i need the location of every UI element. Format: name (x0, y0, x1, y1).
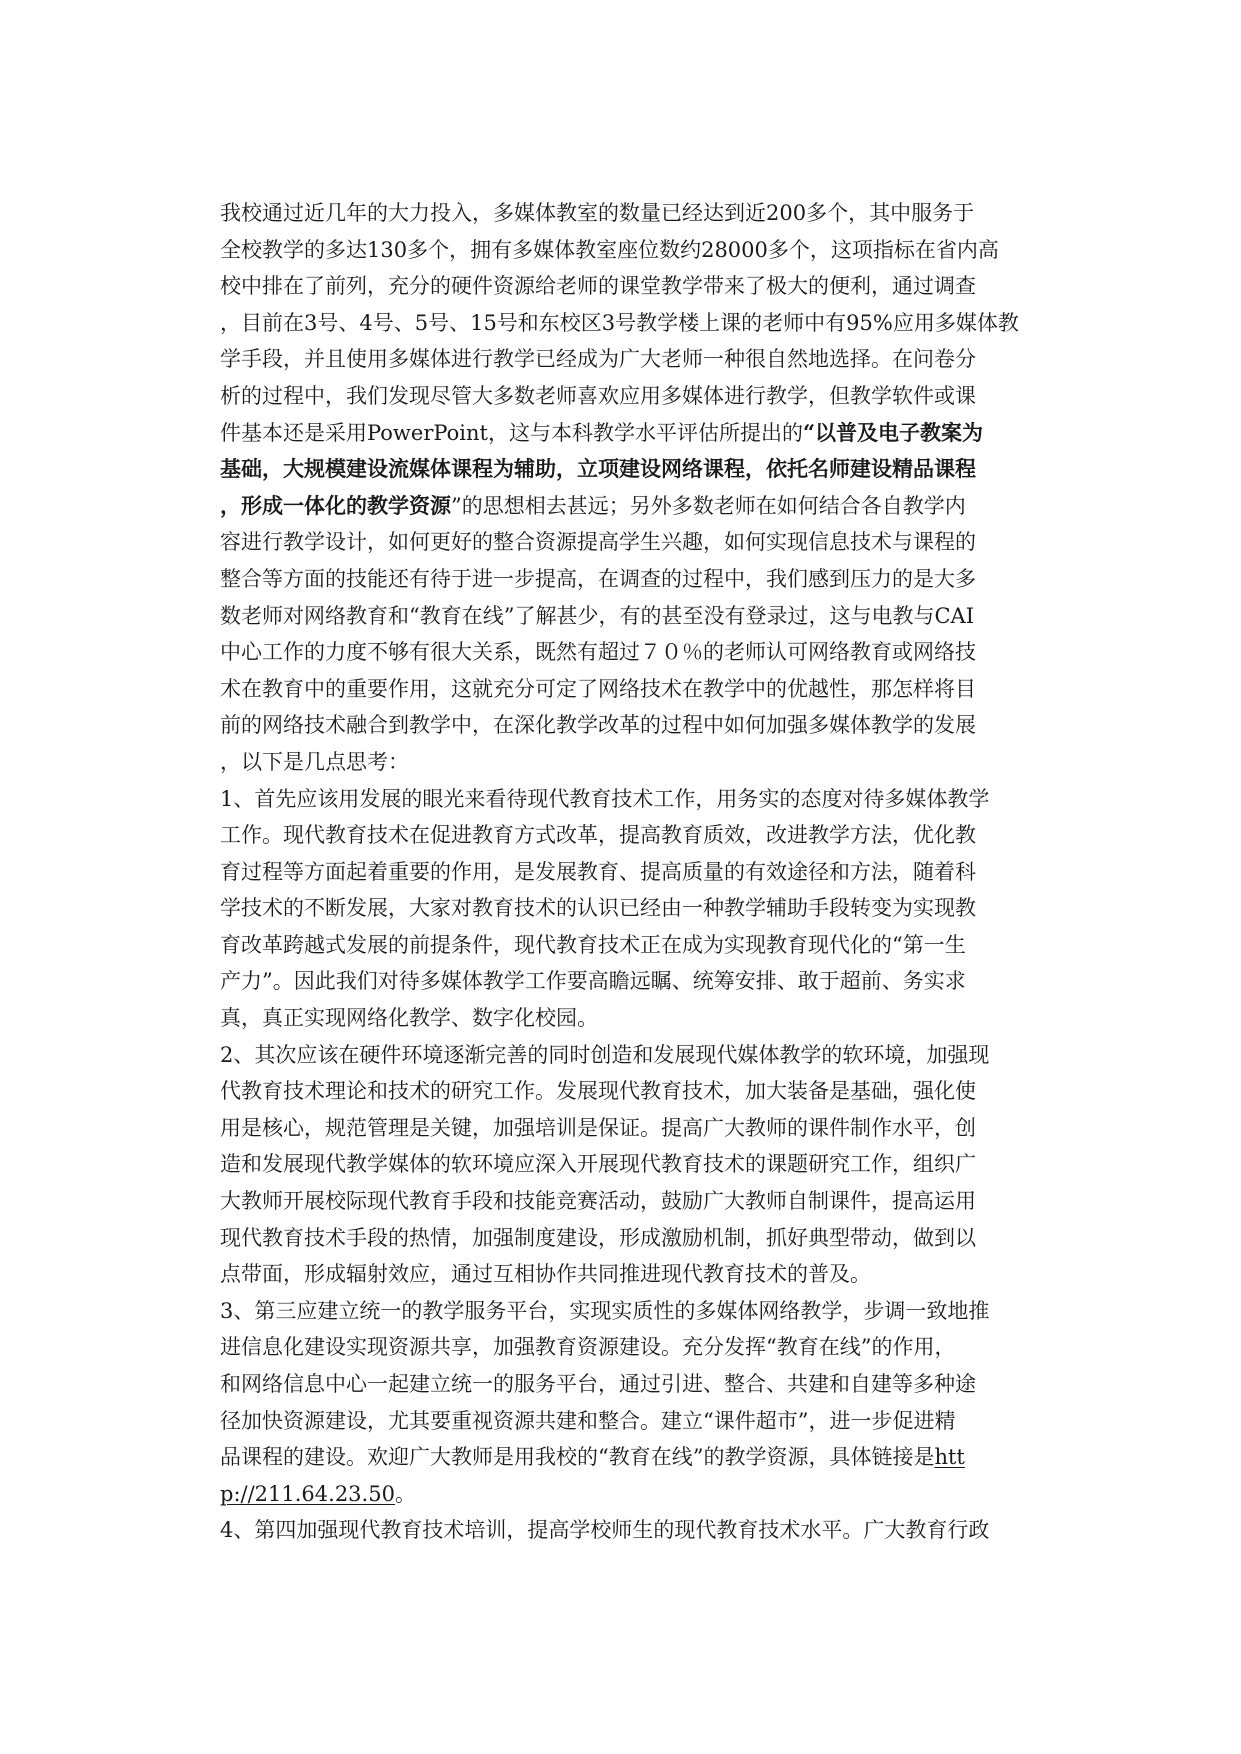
emphasized-text: 基础，大规模建设流媒体课程为辅助，立项建设网络课程，依托名师建设精品课程 (220, 456, 976, 482)
text-segment: 现代教育技术手段的热情，加强制度建设，形成激励机制，抓好典型带动，做到以 (220, 1225, 976, 1250)
text-segment: 真，真正实现网络化教学、数字化校园。 (220, 1006, 598, 1031)
text-line (220, 451, 1040, 488)
text-segment: 育改革跨越式发展的前提条件，现代教育技术正在成为实现教育现代化的“第一生 (220, 932, 966, 957)
text-line (220, 927, 1040, 964)
text-line (220, 1000, 1040, 1037)
text-line (220, 671, 1040, 708)
text-line (220, 854, 1040, 891)
text-line (220, 268, 1040, 305)
emphasized-text: ，形成一体化的教学资源 (220, 492, 451, 518)
text-segment: 学技术的不断发展，大家对教育技术的认识已经由一种教学辅助手段转变为实现教 (220, 896, 976, 921)
text-segment: 代教育技术理论和技术的研究工作。发展现代教育技术，加大装备是基础，强化使 (220, 1079, 976, 1104)
text-segment: 育过程等方面起着重要的作用，是发展教育、提高质量的有效途径和方法，随着科 (220, 859, 976, 884)
text-segment: 整合等方面的技能还有待于进一步提高，在调查的过程中，我们感到压力的是大多 (220, 566, 976, 591)
resource-link[interactable]: htt (934, 1445, 965, 1470)
text-line (220, 1293, 1040, 1330)
text-line (220, 1476, 1040, 1513)
text-segment: 工作。现代教育技术在促进教育方式改革，提高教育质效，改进教学方法，优化教 (220, 823, 976, 848)
text-line (220, 781, 1040, 818)
text-segment: 1、首先应该用发展的眼光来看待现代教育技术工作，用务实的态度对待多媒体教学 (220, 786, 990, 811)
text-line (220, 1183, 1040, 1220)
text-line (220, 963, 1040, 1000)
text-segment: 品课程的建设。欢迎广大教师是用我校的“教育在线”的教学资源，具体链接是 (220, 1445, 935, 1470)
text-segment: 大教师开展校际现代教育手段和技能竞赛活动，鼓励广大教师自制课件，提高运用 (220, 1189, 976, 1214)
text-line (220, 634, 1040, 671)
text-segment: ”的思想相去甚远；另外多数老师在如何结合各自教学内 (451, 493, 966, 518)
text-line (220, 817, 1040, 854)
text-segment: 2、其次应该在硬件环境逐渐完善的同时创造和发展现代媒体教学的软环境，加强现 (220, 1042, 990, 1067)
text-line (220, 232, 1040, 269)
text-line (220, 341, 1040, 378)
text-segment: 我校通过近几年的大力投入，多媒体教室的数量已经达到近200多个，其中服务于 (220, 201, 975, 225)
text-line (220, 1073, 1040, 1110)
text-line (220, 1220, 1040, 1257)
text-line (220, 305, 1040, 342)
text-line (220, 415, 1040, 452)
text-segment: 3、第三应建立统一的教学服务平台，实现实质性的多媒体网络教学，步调一致地推 (220, 1298, 990, 1323)
text-segment: ，以下是几点思考： (220, 749, 409, 774)
text-segment: 和网络信息中心一起建立统一的服务平台，通过引进、整合、共建和自建等多种途 (220, 1372, 976, 1396)
text-line (220, 1256, 1040, 1293)
text-segment: 前的网络技术融合到教学中，在深化教学改革的过程中如何加强多媒体教学的发展 (220, 713, 976, 738)
text-line (220, 890, 1040, 927)
text-line (220, 1512, 1040, 1549)
document-body (220, 195, 1040, 1549)
text-line (220, 598, 1040, 635)
text-segment: ，目前在3号、4号、5号、15号和东校区3号教学楼上课的老师中有95%应用多媒体教 (220, 310, 1019, 335)
text-line (220, 1146, 1040, 1183)
text-segment: 径加快资源建设，尤其要重视资源共建和整合。建立“课件超市”，进一步促进精 (220, 1408, 956, 1433)
text-line (220, 488, 1040, 525)
text-line (220, 1439, 1040, 1476)
text-line (220, 1329, 1040, 1366)
text-segment: 校中排在了前列，充分的硬件资源给老师的课堂教学带来了极大的便利，通过调查 (220, 274, 976, 299)
emphasized-text: “以普及电子教案为 (802, 419, 984, 445)
text-segment: 件基本还是采用PowerPoint，这与本科教学水平评估所提出的 (220, 420, 803, 445)
text-line (220, 378, 1040, 415)
text-line (220, 561, 1040, 598)
text-line (220, 1037, 1040, 1074)
text-segment: 。 (394, 1481, 416, 1506)
text-line (220, 1110, 1040, 1147)
text-line (220, 1366, 1040, 1403)
text-segment: 造和发展现代教学媒体的软环境应深入开展现代教育技术的课题研究工作，组织广 (220, 1152, 976, 1177)
resource-link[interactable]: p://211.64.23.50 (220, 1481, 395, 1506)
text-line (220, 1403, 1040, 1440)
text-segment: 4、第四加强现代教育技术培训，提高学校师生的现代教育技术水平。广大教育行政 (220, 1518, 990, 1543)
text-segment: 析的过程中，我们发现尽管大多数老师喜欢应用多媒体进行教学，但教学软件或课 (220, 383, 976, 408)
text-line (220, 744, 1040, 781)
text-segment: 容进行教学设计，如何更好的整合资源提高学生兴趣，如何实现信息技术与课程的 (220, 530, 976, 555)
text-line (220, 524, 1040, 561)
text-segment: 中心工作的力度不够有很大关系，既然有超过７０％的老师认可网络教育或网络技 (220, 640, 976, 665)
text-line (220, 195, 1040, 232)
text-segment: 产力”。因此我们对待多媒体教学工作要高瞻远瞩、统筹安排、敢于超前、务实求 (220, 969, 966, 994)
text-segment: 术在教育中的重要作用，这就充分可定了网络技术在教学中的优越性，那怎样将目 (220, 676, 976, 701)
text-segment: 全校教学的多达130多个，拥有多媒体教室座位数约28000多个，这项指标在省内高 (220, 237, 999, 262)
text-segment: 进信息化建设实现资源共享，加强教育资源建设。充分发挥“教育在线”的作用， (220, 1335, 956, 1360)
text-segment: 点带面，形成辐射效应，通过互相协作共同推进现代教育技术的普及。 (220, 1262, 871, 1287)
text-segment: 数老师对网络教育和“教育在线”了解甚少，有的甚至没有登录过，这与电教与CAI (220, 603, 974, 628)
text-segment: 用是核心，规范管理是关键，加强培训是保证。提高广大教师的课件制作水平，创 (220, 1115, 976, 1140)
text-segment: 学手段，并且使用多媒体进行教学已经成为广大老师一种很自然地选择。在问卷分 (220, 347, 976, 372)
text-line (220, 707, 1040, 744)
